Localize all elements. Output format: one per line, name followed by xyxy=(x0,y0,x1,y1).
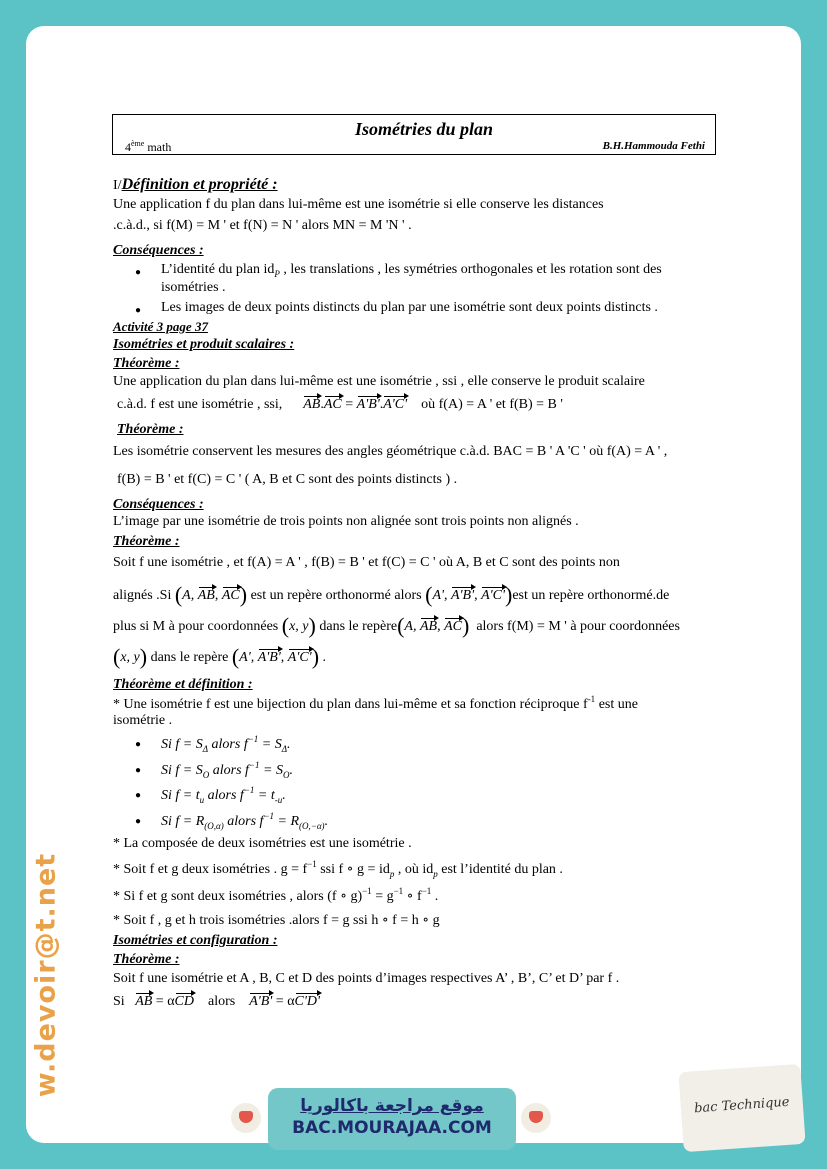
th3-line-3: plus si M à pour coordonnées (x, y) dans le repère(A, AB, AC) alors f(M) = M ' à pour coordonnées xyxy=(113,613,680,638)
watermark-text: w.devoir@t.net xyxy=(30,852,62,1098)
watermark xyxy=(16,852,76,1098)
vector-AC-2: AC xyxy=(221,588,240,603)
cons1-bullet-1-line-2: isométries . xyxy=(161,280,226,295)
cons1-b1-text: L’identité du plan id xyxy=(161,262,275,277)
b2b: alors f xyxy=(209,763,249,778)
def-line-1: Une application f du plan dans lui-même est une isométrie si elle conserve les distances xyxy=(113,197,604,212)
consequences-heading-2: Conséquences : xyxy=(113,497,204,512)
bullet-icon: ● xyxy=(135,739,142,750)
vector-A'B'-4: A'B' xyxy=(249,994,273,1009)
vector-CD: CD xyxy=(174,994,194,1009)
c3i2: −1 xyxy=(393,886,404,896)
th3-line-1: Soit f une isométrie , et f(A) = A ' , f(B) = B ' et f(C) = C ' où A, B et C sont des points non xyxy=(113,555,620,570)
b2a: Si f = S xyxy=(161,763,203,778)
th1-line-1: Une application du plan dans lui-même est une isométrie , ssi , elle conserve le produit scalaire xyxy=(113,374,645,389)
thd-line-1 xyxy=(113,694,638,713)
b1b: alors f xyxy=(208,737,248,752)
vector-C'D': C'D' xyxy=(294,994,320,1009)
b3s: u xyxy=(199,795,205,805)
b1i: −1 xyxy=(247,734,259,744)
compo-line-1: * La composée de deux isométries est une isométrie . xyxy=(113,836,412,851)
bullet-icon: ● xyxy=(135,790,142,801)
th1-text-a: c.à.d. f est une isométrie , ssi, xyxy=(117,397,283,412)
theoreme-heading-1: Théorème : xyxy=(113,356,180,371)
c2c: , où id xyxy=(394,862,434,877)
iso-prod-heading: Isométries et produit scalaires : xyxy=(113,337,295,352)
c3a: * Si f et g sont deux isométries , alors (f ∘ g) xyxy=(113,889,363,904)
th2-line-1: Les isométrie conservent les mesures des angles géométrique c.à.d. BAC = B ' A 'C ' où f(A) = A ' , xyxy=(113,444,668,459)
b4s2: (O,−α) xyxy=(299,821,325,831)
b2s2: O xyxy=(282,770,290,780)
th1-text-b: où f(A) = A ' et f(B) = B ' xyxy=(421,397,563,412)
thd-sup: -1 xyxy=(587,694,596,704)
t4a: Si xyxy=(113,994,125,1009)
c3i: −1 xyxy=(362,886,372,896)
cons1-b1-text-b: , les translations , les symétries orthogonales et les rotation sont des xyxy=(279,262,662,277)
cons1-b1-sub: P xyxy=(274,269,280,279)
c2d: est l’identité du plan . xyxy=(437,862,563,877)
footer-banner[interactable] xyxy=(268,1088,516,1150)
logo-icon xyxy=(521,1103,551,1133)
bullet-sym-O: Si $f = S_O$ alors $f^{-1} = S_O$. xyxy=(161,760,293,780)
vector-A'B'-2: A'B' xyxy=(451,588,475,603)
consequences-heading-1: Conséquences : xyxy=(113,243,204,258)
b3b: alors f xyxy=(204,788,244,803)
activite-heading: Activité 3 page 37 xyxy=(113,319,208,334)
level xyxy=(125,139,171,155)
b1a: Si f = S xyxy=(161,737,203,752)
vector-A'C'-3: A'C' xyxy=(287,650,312,665)
bac-technique-badge xyxy=(678,1064,805,1152)
th4-line-1: Soit f une isométrie et A , B, C et D des points d’images respectives A’ , B’, C’ et D’ par f . xyxy=(113,971,620,986)
cons1-bullet-2: Les images de deux points distincts du plan par une isométrie sont deux points distincts . xyxy=(161,300,658,315)
vector-A'B': A'B' xyxy=(356,397,380,412)
th2-line-2: f(B) = B ' et f(C) = C ' ( A, B et C sont des points distincts ) . xyxy=(117,472,458,487)
th4-line-2: Si AB = αCD alors A'B' = αC'D' xyxy=(113,994,320,1009)
c2s: p xyxy=(389,869,395,879)
b3s2: -u xyxy=(274,795,283,805)
section-prefix: I/ xyxy=(113,178,122,193)
logo-icon xyxy=(231,1103,261,1133)
th3-text-3b: dans le repère xyxy=(319,619,398,634)
c3c: ∘ f xyxy=(403,889,422,904)
thd-text: * Une isométrie f est une bijection du plan dans lui-même et sa fonction réciproque f xyxy=(113,697,588,712)
theoreme-heading-4: Théorème : xyxy=(113,952,180,967)
compo-line-2 xyxy=(113,859,563,879)
b1s2: Δ xyxy=(281,744,288,754)
th3-text-3c: alors f(M) = M ' à pour coordonnées xyxy=(476,619,680,634)
b2c: = S xyxy=(259,763,283,778)
b4b: alors f xyxy=(223,814,264,829)
bullet-rotation: Si $f = R_{(O,\alpha)}$ alors $f^{-1} = R_{(O,-\alpha)}$. xyxy=(161,811,329,831)
th3-line-2: alignés .Si (A, AB, AC) est un repère orthonormé alors (A', A'B', A'C')est un repère orthonormé.de xyxy=(113,582,670,607)
th3-text-c: est un repère orthonormé.de xyxy=(512,588,670,603)
b3i: −1 xyxy=(243,785,255,795)
vector-AB-4: AB xyxy=(135,994,153,1009)
level-sup: ème xyxy=(131,139,145,148)
bullet-icon: ● xyxy=(135,305,142,316)
vector-AC: AC xyxy=(323,397,342,412)
b1s: Δ xyxy=(202,744,209,754)
b4a: Si f = R xyxy=(161,814,205,829)
compo-line-3: * Si f et g sont deux isométries , alors (f ∘ $g)^{-1} = g^{-1}$ ∘ $f^{-1}$ . xyxy=(113,886,439,904)
def-line-2: .c.à.d., si f(M) = M ' et f(N) = N ' alors MN = M 'N ' . xyxy=(113,218,412,233)
page-title: Isométries du plan xyxy=(354,119,494,139)
vector-A'B'-3: A'B' xyxy=(257,650,281,665)
b2i: −1 xyxy=(248,760,260,770)
th3-text-b: est un repère orthonormé alors xyxy=(250,588,422,603)
bullet-icon: ● xyxy=(135,765,142,776)
t4b: alors xyxy=(207,994,236,1009)
theoreme-heading-2: Théorème : xyxy=(117,422,184,437)
bullet-translation: Si $f = t_u$ alors $f^{-1} = t_{-u}$. xyxy=(161,785,286,805)
vector-AB-3: AB xyxy=(419,619,438,634)
level-text: math xyxy=(147,140,172,154)
footer-arabic: موقع مراجعة باكالوريا xyxy=(300,1096,484,1116)
c2s2: p xyxy=(433,869,438,879)
c2b: ssi f ∘ g = id xyxy=(316,862,390,877)
thd-line-2: isométrie . xyxy=(113,713,173,728)
thd-text-b: est une xyxy=(595,697,638,712)
b1c: = S xyxy=(258,737,282,752)
th3-text-4: dans le repère xyxy=(150,650,229,665)
bullet-icon: ● xyxy=(135,267,142,278)
b4s: (O,α) xyxy=(204,821,224,831)
badge-text: bac Technique xyxy=(693,1094,790,1117)
footer-site: BAC.MOURAJAA.COM xyxy=(292,1118,492,1138)
author: B.H.Hammouda Fethi xyxy=(602,140,705,152)
level-num: 4 xyxy=(125,140,131,154)
vector-A'C'-2: A'C' xyxy=(481,588,505,603)
c3i3: −1 xyxy=(421,886,432,896)
th3-text-a: alignés .Si xyxy=(113,588,172,603)
vector-AB: AB xyxy=(303,397,321,412)
cons2-line: L’image par une isométrie de trois points non alignée sont trois points non alignés . xyxy=(113,514,579,529)
vector-AB-2: AB xyxy=(197,588,215,603)
b4c: = R xyxy=(274,814,300,829)
theoreme-heading-3: Théorème : xyxy=(113,534,180,549)
b3a: Si f = t xyxy=(161,788,200,803)
b2s: O xyxy=(202,770,210,780)
c3b: = g xyxy=(371,889,394,904)
bullet-icon: ● xyxy=(135,816,142,827)
compo-line-4: * Soit f , g et h trois isométries .alors f = g ssi h ∘ f = h ∘ g xyxy=(113,913,440,928)
theoreme-def-heading: Théorème et définition : xyxy=(113,677,253,692)
cons1-bullet-1 xyxy=(161,262,662,279)
iso-conf-heading: Isométries et configuration : xyxy=(113,933,278,948)
vector-AC-3: AC xyxy=(444,619,462,634)
b4i: −1 xyxy=(263,811,275,821)
th3-line-4: (x, y) dans le repère (A', A'B', A'C') . xyxy=(113,644,327,669)
c2i: −1 xyxy=(307,859,317,869)
vector-A'C': A'C' xyxy=(383,397,408,412)
b3c: = t xyxy=(254,788,275,803)
c2a: * Soit f et g deux isométries . g = f xyxy=(113,862,308,877)
bullet-sym-delta: Si $f = S_\Delta$ alors $f^{-1} = S_\Delta$. xyxy=(161,734,291,754)
th1-line-2: c.à.d. f est une isométrie , ssi, AB.AC = A'B'.A'C' où f(A) = A ' et f(B) = B ' xyxy=(117,397,563,412)
section-1-heading xyxy=(113,176,278,194)
section-title: Définition et propriété : xyxy=(121,176,278,193)
header-box xyxy=(112,114,716,155)
th3-text-3a: plus si M à pour coordonnées xyxy=(113,619,279,634)
